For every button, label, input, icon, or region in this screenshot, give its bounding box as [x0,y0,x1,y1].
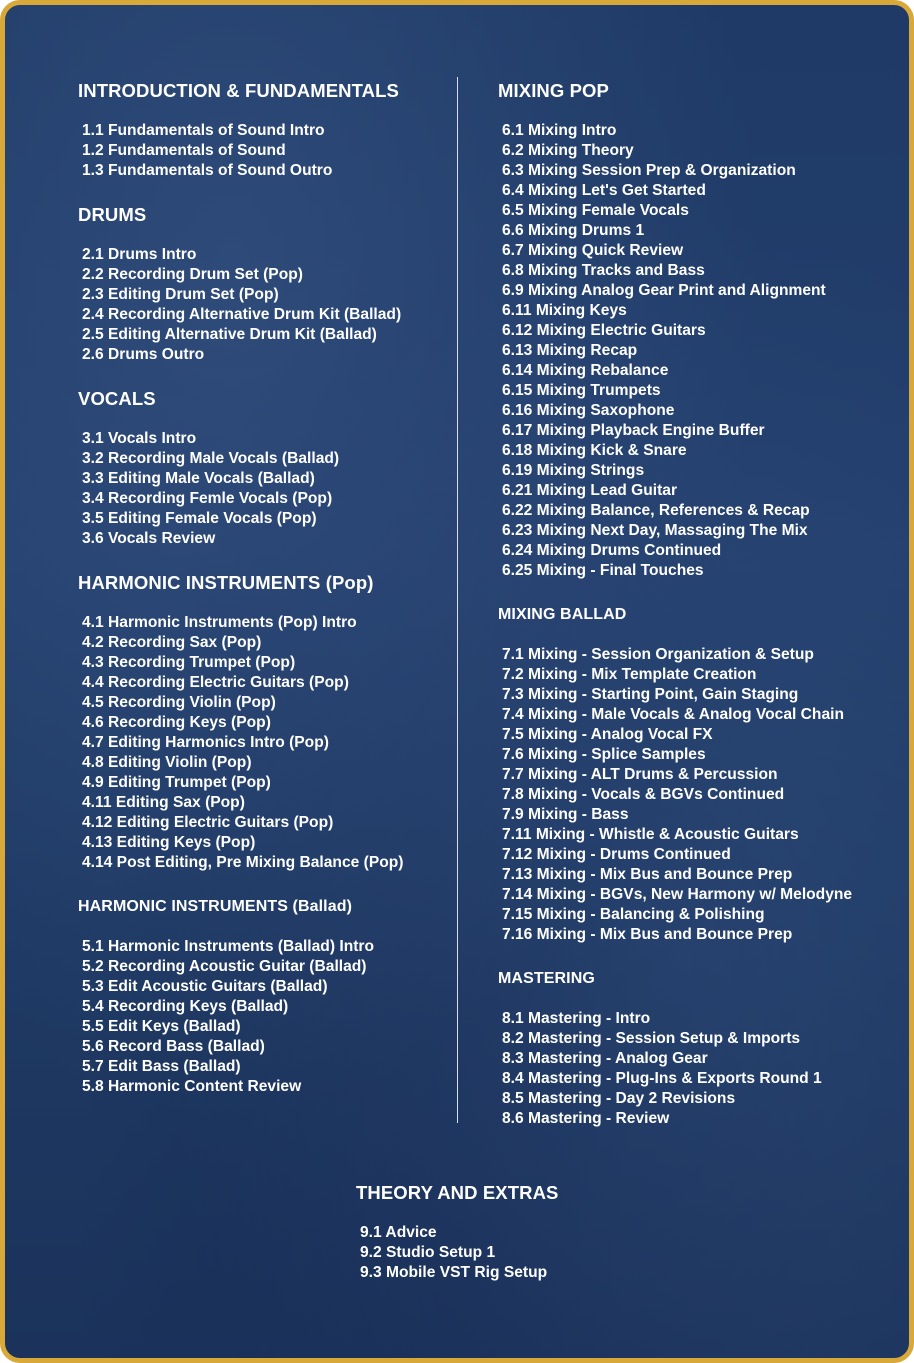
lesson-item: 6.25 Mixing - Final Touches [502,562,704,579]
lesson-item: 4.6 Recording Keys (Pop) [82,714,271,731]
lesson-item: 6.5 Mixing Female Vocals [502,202,689,219]
section-items [498,1009,898,1129]
curriculum-section [78,895,448,1097]
column-divider [457,77,458,1123]
lesson-item: 9.1 Advice [360,1224,437,1241]
left-column [78,79,448,1097]
section-items [78,429,448,549]
lesson-item: 7.7 Mixing - ALT Drums & Percussion [502,766,778,783]
lesson-item: 4.11 Editing Sax (Pop) [82,794,245,811]
lesson-item: 8.1 Mastering - Intro [502,1010,651,1027]
lesson-item: 5.6 Record Bass (Ballad) [82,1038,265,1055]
lesson-item: 6.7 Mixing Quick Review [502,242,684,259]
lesson-item: 7.8 Mixing - Vocals & BGVs Continued [502,786,785,803]
theory-extras-section [356,1181,558,1283]
lesson-item: 6.9 Mixing Analog Gear Print and Alignment [502,282,826,299]
section-heading: HARMONIC INSTRUMENTS (Ballad) [78,898,353,915]
lesson-item: 7.12 Mixing - Drums Continued [502,846,731,863]
curriculum-section [78,203,448,365]
lesson-item: 6.23 Mixing Next Day, Massaging The Mix [502,522,808,539]
lesson-item: 4.5 Recording Violin (Pop) [82,694,276,711]
curriculum-section [498,603,898,945]
lesson-item: 3.6 Vocals Review [82,530,216,547]
lesson-item: 6.16 Mixing Saxophone [502,402,675,419]
section-gap [498,945,898,967]
lesson-item: 3.5 Editing Female Vocals (Pop) [82,510,317,527]
lesson-item: 7.16 Mixing - Mix Bus and Bounce Prep [502,926,793,943]
lesson-item: 6.17 Mixing Playback Engine Buffer [502,422,765,439]
lesson-item: 5.8 Harmonic Content Review [82,1078,302,1095]
lesson-item: 6.8 Mixing Tracks and Bass [502,262,705,279]
lesson-item: 5.3 Edit Acoustic Guitars (Ballad) [82,978,328,995]
lesson-item: 4.1 Harmonic Instruments (Pop) Intro [82,614,357,631]
lesson-item: 6.24 Mixing Drums Continued [502,542,722,559]
section-items [498,121,898,581]
curriculum-section [498,79,898,581]
section-items [78,937,448,1097]
section-heading: HARMONIC INSTRUMENTS (Pop) [78,572,374,593]
lesson-item: 5.7 Edit Bass (Ballad) [82,1058,241,1075]
lesson-item: 4.7 Editing Harmonics Intro (Pop) [82,734,329,751]
lesson-item: 7.3 Mixing - Starting Point, Gain Staging [502,686,799,703]
lesson-item: 7.14 Mixing - BGVs, New Harmony w/ Melodyne [502,886,853,903]
lesson-item: 6.19 Mixing Strings [502,462,645,479]
lesson-item: 6.4 Mixing Let's Get Started [502,182,706,199]
lesson-item: 6.18 Mixing Kick & Snare [502,442,687,459]
lesson-item: 7.5 Mixing - Analog Vocal FX [502,726,713,743]
lesson-item: 2.1 Drums Intro [82,246,197,263]
section-heading: MIXING POP [498,80,609,101]
lesson-item: 6.1 Mixing Intro [502,122,617,139]
lesson-item: 1.1 Fundamentals of Sound Intro [82,122,325,139]
lesson-item: 5.1 Harmonic Instruments (Ballad) Intro [82,938,375,955]
lesson-item: 4.4 Recording Electric Guitars (Pop) [82,674,349,691]
lesson-item: 3.1 Vocals Intro [82,430,197,447]
lesson-item: 2.3 Editing Drum Set (Pop) [82,286,279,303]
section-heading: VOCALS [78,388,156,409]
lesson-item: 3.4 Recording Femle Vocals (Pop) [82,490,333,507]
lesson-item: 9.2 Studio Setup 1 [360,1244,496,1261]
lesson-item: 7.1 Mixing - Session Organization & Setup [502,646,814,663]
section-items [356,1223,558,1283]
lesson-item: 6.21 Mixing Lead Guitar [502,482,678,499]
lesson-item: 2.4 Recording Alternative Drum Kit (Ballad) [82,306,402,323]
lesson-item: 6.15 Mixing Trumpets [502,382,661,399]
section-heading: MIXING BALLAD [498,606,627,623]
lesson-item: 4.12 Editing Electric Guitars (Pop) [82,814,334,831]
section-gap [498,581,898,603]
lesson-item: 3.2 Recording Male Vocals (Ballad) [82,450,340,467]
lesson-item: 4.9 Editing Trumpet (Pop) [82,774,271,791]
lesson-item: 4.14 Post Editing, Pre Mixing Balance (Pop) [82,854,404,871]
lesson-item: 6.2 Mixing Theory [502,142,634,159]
curriculum-section [78,387,448,549]
right-column [498,79,898,1129]
lesson-item: 8.2 Mastering - Session Setup & Imports [502,1030,801,1047]
lesson-item: 7.6 Mixing - Splice Samples [502,746,706,763]
lesson-item: 1.3 Fundamentals of Sound Outro [82,162,333,179]
lesson-item: 8.4 Mastering - Plug-Ins & Exports Round 1 [502,1070,822,1087]
section-gap [78,181,448,203]
section-items [78,613,448,873]
section-gap [78,365,448,387]
lesson-item: 6.12 Mixing Electric Guitars [502,322,706,339]
section-items [78,121,448,181]
section-heading: THEORY AND EXTRAS [356,1182,559,1203]
section-heading: DRUMS [78,204,147,225]
lesson-item: 7.9 Mixing - Bass [502,806,629,823]
lesson-item: 7.4 Mixing - Male Vocals & Analog Vocal Chain [502,706,844,723]
curriculum-section [498,967,898,1129]
lesson-item: 4.13 Editing Keys (Pop) [82,834,256,851]
lesson-item: 5.5 Edit Keys (Ballad) [82,1018,241,1035]
lesson-item: 7.13 Mixing - Mix Bus and Bounce Prep [502,866,793,883]
lesson-item: 5.2 Recording Acoustic Guitar (Ballad) [82,958,367,975]
lesson-item: 7.11 Mixing - Whistle & Acoustic Guitars [502,826,799,843]
section-gap [78,873,448,895]
lesson-item: 6.14 Mixing Rebalance [502,362,669,379]
curriculum-section [78,571,448,873]
curriculum-section [78,79,448,181]
lesson-item: 4.2 Recording Sax (Pop) [82,634,262,651]
lesson-item: 6.6 Mixing Drums 1 [502,222,645,239]
section-items [498,645,898,945]
section-items [78,245,448,365]
lesson-item: 3.3 Editing Male Vocals (Ballad) [82,470,315,487]
lesson-item: 1.2 Fundamentals of Sound [82,142,286,159]
lesson-item: 5.4 Recording Keys (Ballad) [82,998,289,1015]
lesson-item: 6.3 Mixing Session Prep & Organization [502,162,796,179]
lesson-item: 2.2 Recording Drum Set (Pop) [82,266,303,283]
lesson-item: 8.6 Mastering - Review [502,1110,670,1127]
section-heading: INTRODUCTION & FUNDAMENTALS [78,80,399,101]
section-gap [78,549,448,571]
lesson-item: 7.2 Mixing - Mix Template Creation [502,666,757,683]
lesson-item: 4.3 Recording Trumpet (Pop) [82,654,296,671]
lesson-item: 2.6 Drums Outro [82,346,205,363]
lesson-item: 6.22 Mixing Balance, References & Recap [502,502,810,519]
lesson-item: 8.5 Mastering - Day 2 Revisions [502,1090,736,1107]
lesson-item: 9.3 Mobile VST Rig Setup [360,1264,548,1281]
lesson-item: 8.3 Mastering - Analog Gear [502,1050,708,1067]
lesson-item: 6.11 Mixing Keys [502,302,627,319]
lesson-item: 2.5 Editing Alternative Drum Kit (Ballad) [82,326,377,343]
section-heading: MASTERING [498,970,595,987]
lesson-item: 4.8 Editing Violin (Pop) [82,754,252,771]
lesson-item: 6.13 Mixing Recap [502,342,638,359]
lesson-item: 7.15 Mixing - Balancing & Polishing [502,906,765,923]
